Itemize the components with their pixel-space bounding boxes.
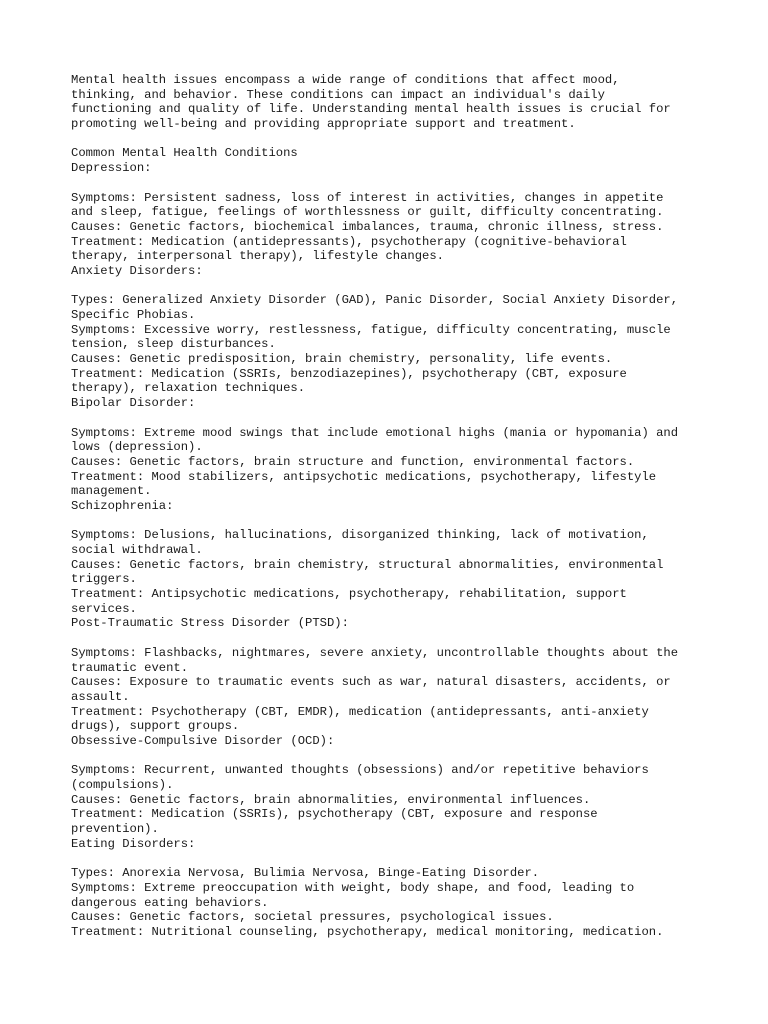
text-line: (compulsions).	[71, 778, 174, 792]
text-line	[71, 514, 711, 529]
text-line: Specific Phobias.	[71, 308, 196, 322]
text-line: therapy), relaxation techniques.	[71, 381, 306, 396]
text-line: Treatment: Medication (antidepressants), psychotherapy (cognitive-behavioral	[71, 234, 627, 249]
text-line	[71, 631, 711, 646]
text-line: Common Mental Health Conditions	[71, 146, 298, 161]
text-line: and sleep, fatigue, feelings of worthlessness or guilt, difficulty concentrating.	[71, 205, 664, 220]
text-line: Symptoms: Extreme preoccupation with weight, body shape, and food, leading to	[71, 880, 635, 895]
text-line: Causes: Genetic factors, biochemical imbalances, trauma, chronic illness, stress.	[71, 219, 664, 234]
text-line: Treatment: Medication (SSRIs), psychotherapy (CBT, exposure and response	[71, 807, 598, 822]
text-line: management.	[71, 484, 152, 499]
text-line: Eating Disorders:	[71, 836, 196, 851]
text-line: promoting well-being and providing appropriate support and treatment.	[71, 117, 576, 132]
text-line: Obsessive-Compulsive Disorder (OCD):	[71, 733, 335, 748]
text-line: Treatment: Medication (SSRIs, benzodiazepines), psychotherapy (CBT, exposure	[71, 366, 627, 381]
text-line: Symptoms: Excessive worry, restlessness, fatigue, difficulty concentrating, muscle	[71, 322, 671, 337]
text-line: Mental health issues encompass a wide range of conditions that affect mood,	[71, 73, 620, 87]
text-line: Causes: Genetic factors, brain abnormalities, environmental influences.	[71, 792, 591, 807]
text-line: tension, sleep disturbances.	[71, 337, 276, 352]
text-line	[71, 279, 711, 294]
text-line: Causes: Genetic factors, brain structure and function, environmental factors.	[71, 454, 635, 469]
text-line: functioning and quality of life. Understanding mental health issues is crucial for	[71, 102, 671, 117]
text-line	[71, 749, 711, 764]
text-line: Causes: Genetic factors, brain chemistry, structural abnormalities, environmental	[71, 557, 664, 572]
text-line: prevention).	[71, 822, 159, 837]
text-line: Treatment: Nutritional counseling, psychotherapy, medical monitoring, medication.	[71, 924, 664, 939]
text-line: triggers.	[71, 572, 137, 587]
text-line	[71, 176, 711, 191]
text-line: Types: Generalized Anxiety Disorder (GAD), Panic Disorder, Social Anxiety Disorder,	[71, 293, 679, 308]
document-text	[71, 73, 711, 940]
text-line: Schizophrenia:	[71, 498, 174, 513]
text-line: Causes: Exposure to traumatic events such as war, natural disasters, accidents, or	[71, 675, 671, 690]
text-line: Treatment: Mood stabilizers, antipsychotic medications, psychotherapy, lifestyle	[71, 469, 657, 484]
text-line: Symptoms: Persistent sadness, loss of interest in activities, changes in appetite	[71, 190, 664, 205]
text-line: traumatic event.	[71, 660, 189, 675]
text-line: drugs), support groups.	[71, 719, 240, 734]
text-line	[71, 411, 711, 426]
text-line: social withdrawal.	[71, 543, 203, 557]
text-line: dangerous eating behaviors.	[71, 895, 269, 910]
text-line: therapy, interpersonal therapy), lifestyle changes.	[71, 249, 444, 264]
text-line: thinking, and behavior. These conditions can impact an individual's daily	[71, 87, 605, 102]
text-line	[71, 132, 711, 147]
text-line: Bipolar Disorder:	[71, 396, 196, 411]
text-line: Symptoms: Extreme mood swings that include emotional highs (mania or hypomania) and	[71, 425, 679, 440]
text-line: Causes: Genetic factors, societal pressures, psychological issues.	[71, 910, 554, 925]
text-line: Anxiety Disorders:	[71, 263, 203, 278]
text-line: Types: Anorexia Nervosa, Bulimia Nervosa, Binge-Eating Disorder.	[71, 866, 540, 881]
text-line: Post-Traumatic Stress Disorder (PTSD):	[71, 616, 349, 631]
text-line: assault.	[71, 689, 130, 704]
text-line: Depression:	[71, 161, 152, 176]
text-line: services.	[71, 601, 137, 616]
text-line: lows (depression).	[71, 440, 203, 455]
text-line: Treatment: Psychotherapy (CBT, EMDR), medication (antidepressants, anti-anxiety	[71, 704, 649, 719]
text-line: Treatment: Antipsychotic medications, psychotherapy, rehabilitation, support	[71, 587, 627, 602]
text-line: Symptoms: Recurrent, unwanted thoughts (obsessions) and/or repetitive behaviors	[71, 763, 649, 778]
text-line	[71, 851, 711, 866]
text-line: Causes: Genetic predisposition, brain chemistry, personality, life events.	[71, 352, 613, 367]
text-line: Symptoms: Flashbacks, nightmares, severe anxiety, uncontrollable thoughts about the	[71, 645, 679, 660]
text-line: Symptoms: Delusions, hallucinations, disorganized thinking, lack of motivation,	[71, 528, 649, 543]
